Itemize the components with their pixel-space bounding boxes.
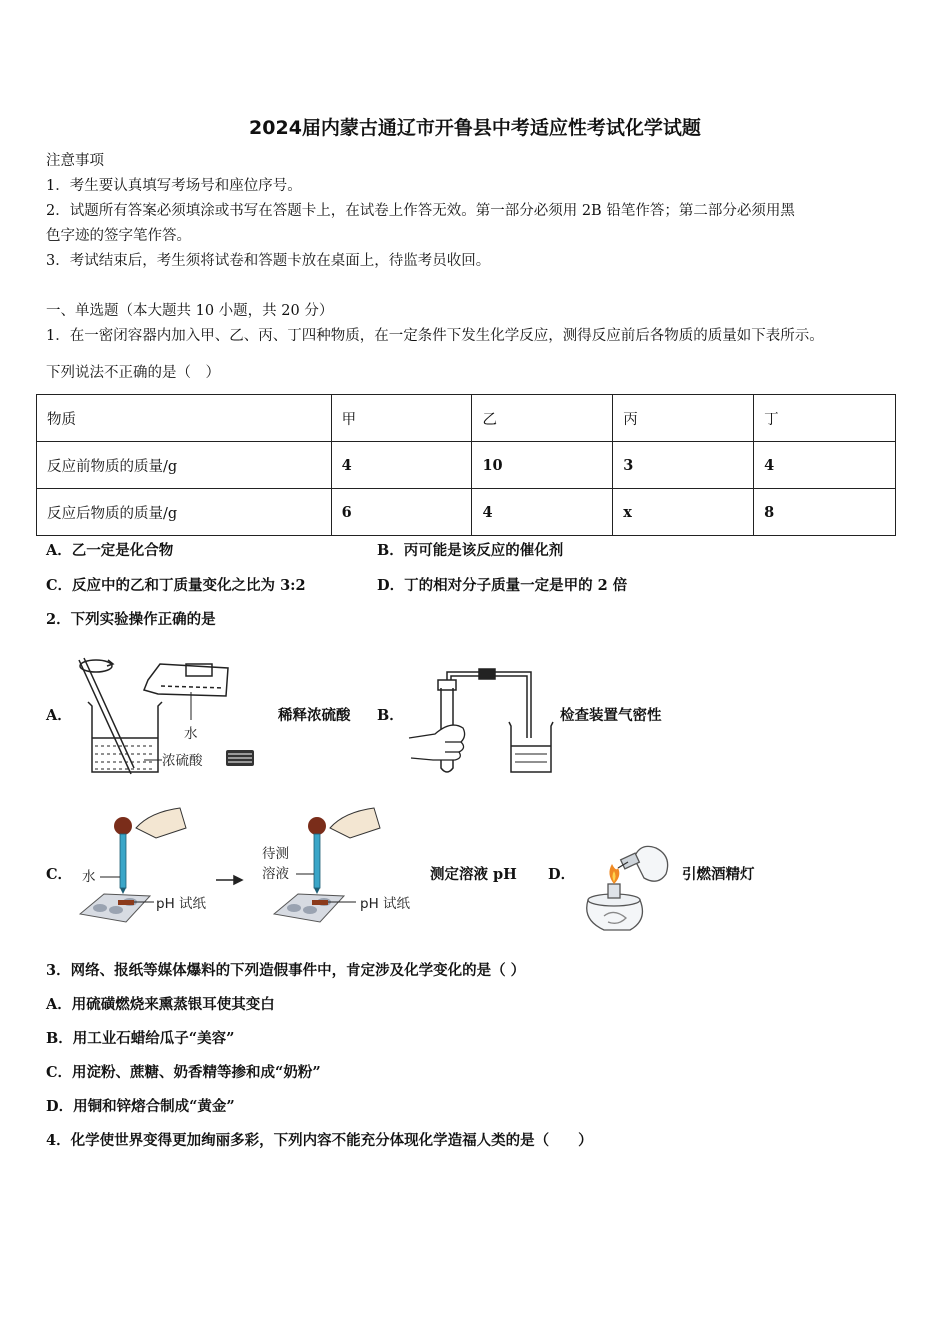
table-header-cell: 丙 [613,395,754,442]
table-cell: 4 [754,442,896,489]
table-cell: 10 [472,442,613,489]
table-cell: 6 [331,489,472,536]
glass-rod-illustration [79,658,134,774]
q3-option-c: C．用淀粉、蔗糖、奶香精等掺和成“奶粉” [46,1064,321,1081]
alcohol-lamp-diagram [578,838,678,938]
table-header-cell: 丁 [754,395,896,442]
q2-a-caption: 稀释浓硫酸 [278,707,351,724]
dilute-acid-diagram [76,650,266,778]
q4-stem: 4．化学使世界变得更加绚丽多彩，下列内容不能充分体现化学造福人类的是（ ） [46,1132,593,1149]
table-cell: 8 [754,489,896,536]
notice-item-1: 1．考生要认真填写考场号和座位序号。 [46,178,302,194]
q2-c-caption: 测定溶液 pH [430,866,517,883]
diagram-label-ph-paper: pH 试纸 [156,896,207,912]
flame-icon [609,864,619,884]
page-title: 2024届内蒙古通辽市开鲁县中考适应性考试化学试题 [249,117,701,139]
spot-plate-right-illustration [274,894,344,922]
spot-plate-left-illustration [80,894,150,922]
q2-stem: 2．下列实验操作正确的是 [46,611,216,628]
diagram-label-ph-paper: pH 试纸 [360,896,411,912]
q1-option-d: D．丁的相对分子质量一定是甲的 2 倍 [377,577,628,594]
diagram-label-water: 水 [184,726,198,742]
q2-b-letter: B． [377,707,404,724]
diagram-label-test-solution-1: 待测 [262,846,289,862]
table-header-cell: 物质 [37,395,332,442]
diagram-label-test-solution-2: 溶液 [262,866,289,882]
q1-option-a: A．乙一定是化合物 [46,542,174,559]
q2-b-caption: 检查装置气密性 [560,707,662,724]
table-cell: x [613,489,754,536]
q2-c-letter: C． [46,866,73,883]
q1-option-b: B．丙可能是该反应的催化剂 [377,542,564,559]
airtightness-diagram [405,668,555,778]
diagram-label-acid: 浓硫酸 [162,753,203,769]
table-row [37,442,896,489]
dropper-left-illustration [114,808,186,894]
notice-heading: 注意事项 [46,153,104,169]
table-cell: 4 [331,442,472,489]
section-heading: 一、单选题（本大题共 10 小题，共 20 分） [46,303,334,319]
arrow-icon [216,876,242,884]
second-lamp-illustration [618,846,668,881]
q3-option-a: A．用硫磺燃烧来熏蒸银耳使其变白 [46,996,275,1013]
q1-stem-2: 下列说法不正确的是（ ） [46,365,220,381]
notice-item-2-cont: 色字迹的签字笔作答。 [46,228,191,244]
q1-mass-table [36,394,896,536]
q2-d-letter: D． [548,866,576,883]
table-cell: 4 [472,489,613,536]
notice-item-3: 3．考试结束后，考生须将试卷和答题卡放在桌面上，待监考员收回。 [46,253,491,269]
q2-d-caption: 引燃酒精灯 [682,866,755,883]
table-header-cell: 甲 [331,395,472,442]
alcohol-lamp-illustration [587,884,643,930]
q3-stem: 3．网络、报纸等媒体爆料的下列造假事件中，肯定涉及化学变化的是（ ） [46,962,526,979]
bottle-illustration [144,664,228,696]
table-header-cell: 乙 [472,395,613,442]
table-cell: 反应前物质的质量/g [37,442,332,489]
q2-a-letter: A． [46,707,72,724]
ph-test-diagram [76,798,426,936]
notice-item-2: 2．试题所有答案必须填涂或书写在答题卡上，在试卷上作答无效。第一部分必须用 2B 铅笔作答；第二部分必须用黑 [46,203,795,219]
q1-option-c: C．反应中的乙和丁质量变化之比为 3:2 [46,577,306,594]
diagram-label-water: 水 [82,869,96,885]
hand-illustration [409,725,465,760]
table-cell: 反应后物质的质量/g [37,489,332,536]
q3-option-b: B．用工业石蜡给瓜子“美容” [46,1030,235,1047]
q3-option-d: D．用铜和锌熔合制成“黄金” [46,1098,235,1115]
q1-stem: 1．在一密闭容器内加入甲、乙、丙、丁四种物质，在一定条件下发生化学反应，测得反应前后各物质的质量如下表所示。 [46,328,824,344]
table-header-row [37,395,896,442]
cloth-illustration [226,750,254,766]
table-row [37,489,896,536]
table-cell: 3 [613,442,754,489]
dropper-right-illustration [308,808,380,894]
